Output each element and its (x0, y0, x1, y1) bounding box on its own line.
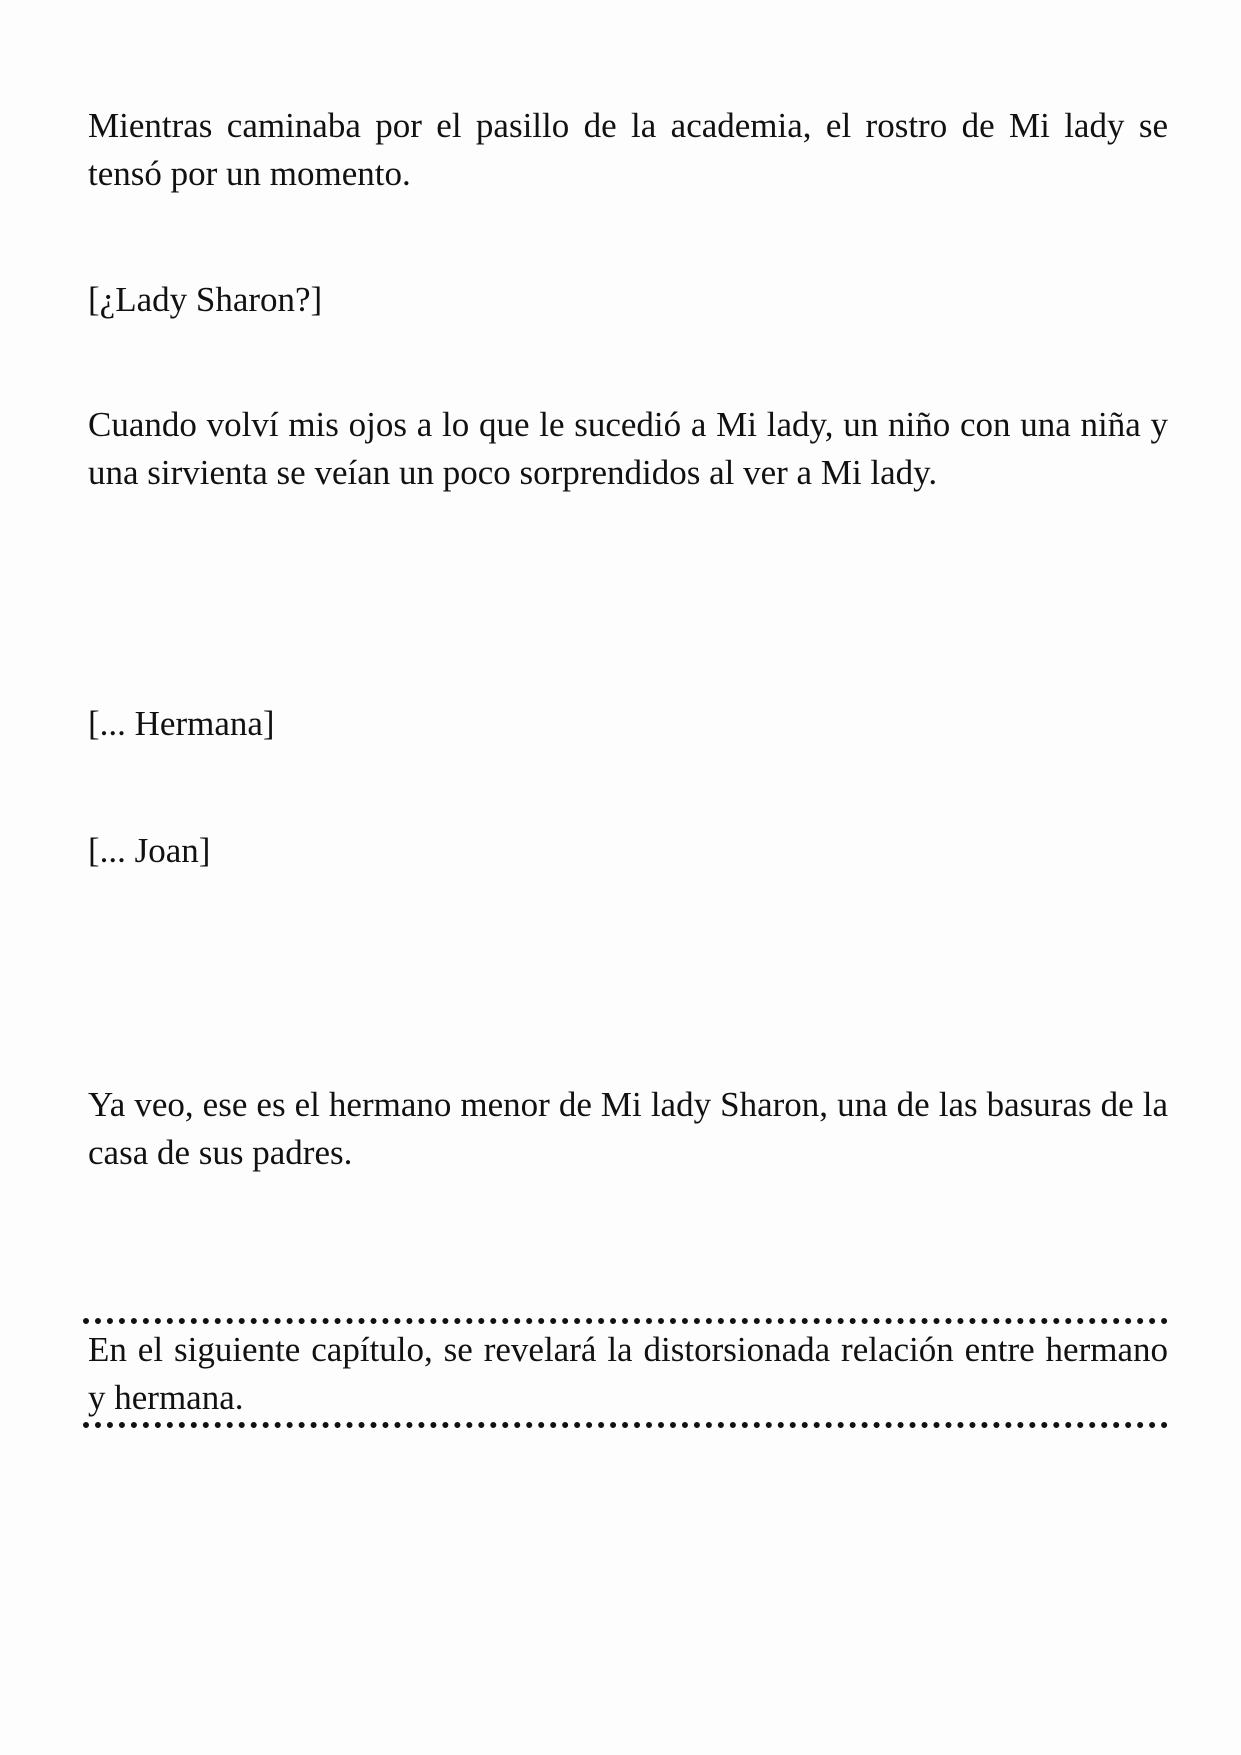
dialogue-lady-sharon: [¿Lady Sharon?] (88, 280, 323, 319)
divider-bottom (83, 1422, 1168, 1428)
paragraph-encounter: Cuando volví mis ojos a lo que le sucedió a Mi lady, un niño con una niña y una sirvienta se veían un poco sorprendidos al ver a Mi lady. (88, 405, 1168, 492)
next-chapter-note: En el siguiente capítulo, se revelará la distorsionada relación entre hermano y hermana. (88, 1330, 1168, 1417)
divider-top (83, 1318, 1168, 1324)
paragraph-opening: Mientras caminaba por el pasillo de la academia, el rostro de Mi lady se tensó por un momento. (88, 106, 1168, 193)
dialogue-hermana: [... Hermana] (88, 704, 275, 743)
dialogue-joan: [... Joan] (88, 831, 211, 870)
paragraph-younger-brother: Ya veo, ese es el hermano menor de Mi lady Sharon, una de las basuras de la casa de sus padres. (88, 1085, 1168, 1172)
